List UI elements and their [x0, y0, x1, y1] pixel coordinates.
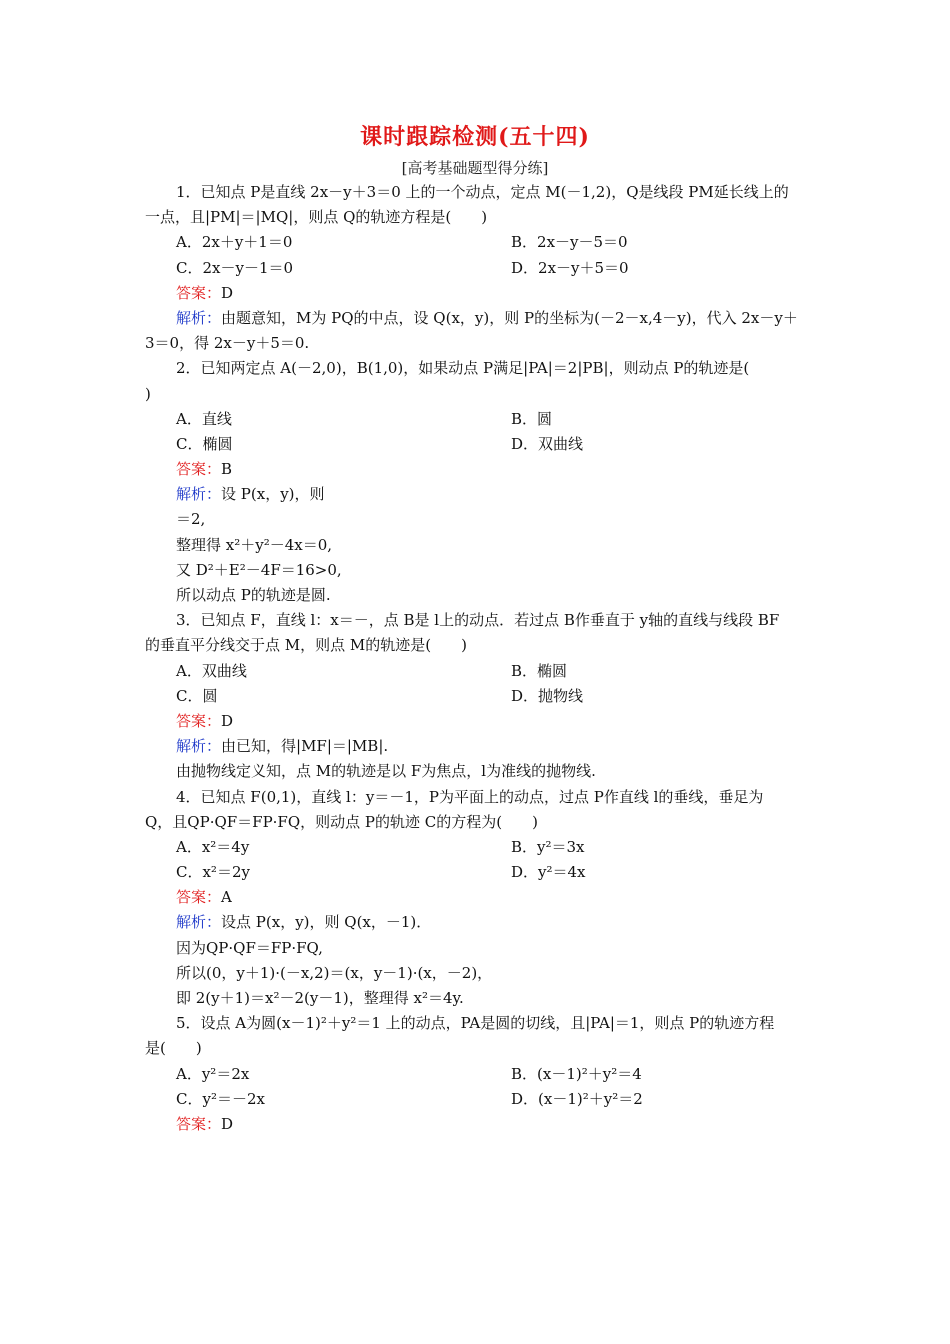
q5-answer-value: D	[221, 1114, 234, 1133]
q5-stem-line1: 5．设点 A为圆(x－1)²＋y²＝1 上的动点，PA是圆的切线，且|PA|＝1，则点 P的轨迹方程	[176, 1014, 775, 1033]
analysis-label: 解析：	[176, 308, 222, 327]
q4-stem-line1: 4．已知点 F(0,1)，直线 l：y＝－1，P为平面上的动点，过点 P作直线 l的垂线，垂足为	[176, 787, 764, 806]
q5-stem-line2: 是( )	[145, 1039, 202, 1058]
q4-options-row2	[145, 860, 810, 885]
answer-label: 答案：	[176, 460, 222, 479]
q3-option-d: D．抛物线	[511, 686, 584, 705]
q2-option-c: C．椭圆	[176, 434, 233, 453]
q2-option-d: D．双曲线	[511, 434, 584, 453]
q3-analysis-line1	[145, 734, 810, 759]
answer-label: 答案：	[176, 1114, 222, 1133]
q4-option-c: C．x²＝2y	[176, 863, 250, 882]
q2-analysis-line3: 整理得 x²＋y²－4x＝0,	[176, 535, 333, 554]
q1-options-row2	[145, 256, 810, 281]
q2-options-row1	[145, 407, 810, 432]
page-title: 课时跟踪检测(五十四)	[360, 124, 590, 150]
q2-analysis-line5: 所以动点 P的轨迹是圆.	[176, 586, 331, 604]
analysis-label: 解析：	[176, 485, 222, 504]
q3-analysis-text1: 由已知，得|MF|＝|MB|.	[221, 737, 389, 756]
q3-option-a: A．双曲线	[176, 661, 247, 680]
q4-option-a: A．x²＝4y	[176, 837, 250, 856]
q1-answer	[145, 281, 810, 306]
q3-option-b: B．椭圆	[511, 661, 568, 680]
q2-answer	[145, 457, 810, 482]
q5-option-a: A．y²＝2x	[176, 1064, 250, 1083]
q3-stem-line2: 的垂直平分线交于点 M，则点 M的轨迹是( )	[145, 636, 467, 655]
analysis-label: 解析：	[176, 913, 222, 932]
q2-analysis-line4: 又 D²＋E²－4F＝16>0,	[176, 560, 342, 579]
q2-options-row2	[145, 432, 810, 457]
q3-option-c: C．圆	[176, 686, 218, 705]
analysis-label: 解析：	[176, 737, 222, 756]
q5-options-row1	[145, 1062, 810, 1087]
q4-analysis-line1	[145, 910, 810, 935]
q4-analysis-line3: 所以(0，y＋1)·(－x,2)＝(x，y－1)·(x，－2)，	[176, 963, 493, 982]
q1-option-b: B．2x－y－5＝0	[511, 233, 628, 252]
q1-option-a: A．2x＋y＋1＝0	[176, 233, 293, 252]
q3-stem-line1: 3．已知点 F，直线 l：x＝－，点 B是 l上的动点．若过点 B作垂直于 y轴的直线与线段 BF	[176, 611, 780, 630]
q3-answer	[145, 709, 810, 734]
q1-analysis-line1	[145, 306, 810, 331]
q1-option-d: D．2x－y＋5＝0	[511, 258, 629, 277]
section-subtitle: [高考基础题型得分练]	[401, 159, 549, 177]
q5-option-b: B．(x－1)²＋y²＝4	[511, 1064, 642, 1083]
q4-analysis-text1: 设点 P(x，y)，则 Q(x，－1)．	[221, 913, 432, 932]
q4-option-d: D．y²＝4x	[511, 863, 586, 882]
q2-analysis-line2: ＝2,	[176, 510, 206, 529]
answer-label: 答案：	[176, 711, 222, 730]
q2-stem-line2: )	[145, 384, 151, 403]
q1-analysis-text1: 由题意知，M为 PQ的中点，设 Q(x，y)，则 P的坐标为(－2－x,4－y)，代入 2x－y＋	[221, 308, 798, 327]
q1-stem-line2: 一点，且|PM|＝|MQ|，则点 Q的轨迹方程是( )	[145, 208, 488, 227]
answer-label: 答案：	[176, 888, 222, 907]
q3-options-row1	[145, 659, 810, 684]
q2-stem-line1: 2．已知两定点 A(－2,0)，B(1,0)，如果动点 P满足|PA|＝2|PB|，则动点 P的轨迹是(	[176, 359, 750, 378]
q5-options-row2	[145, 1087, 810, 1112]
q4-analysis-line4: 即 2(y＋1)＝x²－2(y－1)，整理得 x²＝4y.	[176, 989, 464, 1007]
q5-answer	[145, 1112, 810, 1137]
q3-options-row2	[145, 684, 810, 709]
q2-analysis-line1	[145, 482, 810, 507]
q4-answer-value: A	[221, 888, 232, 907]
q1-answer-value: D	[221, 283, 234, 302]
q5-option-c: C．y²＝－2x	[176, 1089, 265, 1108]
q5-option-d: D．(x－1)²＋y²＝2	[511, 1089, 643, 1108]
q2-analysis-text1: 设 P(x，y)，则	[221, 485, 325, 504]
q1-stem-line1: 1．已知点 P是直线 2x－y＋3＝0 上的一个动点，定点 M(－1,2)，Q是线段 PM延长线上的	[176, 183, 789, 201]
q2-answer-value: B	[221, 460, 233, 479]
q1-analysis-line2: 3＝0，得 2x－y＋5＝0.	[145, 334, 310, 353]
q1-options-row1	[145, 230, 810, 255]
q4-options-row1	[145, 835, 810, 860]
q2-option-a: A．直线	[176, 409, 232, 428]
question-list	[145, 180, 810, 1137]
q1-option-c: C．2x－y－1＝0	[176, 258, 294, 277]
q4-stem-line2: Q，且QP·QF＝FP·FQ，则动点 P的轨迹 C的方程为( )	[145, 812, 538, 831]
q4-analysis-line2: 因为QP·QF＝FP·FQ,	[176, 938, 323, 957]
q3-analysis-line2: 由抛物线定义知，点 M的轨迹是以 F为焦点，l为准线的抛物线.	[176, 762, 596, 781]
q4-option-b: B．y²＝3x	[511, 837, 585, 856]
q3-answer-value: D	[221, 711, 234, 730]
q4-answer	[145, 885, 810, 910]
q2-option-b: B．圆	[511, 409, 553, 428]
answer-label: 答案：	[176, 283, 222, 302]
